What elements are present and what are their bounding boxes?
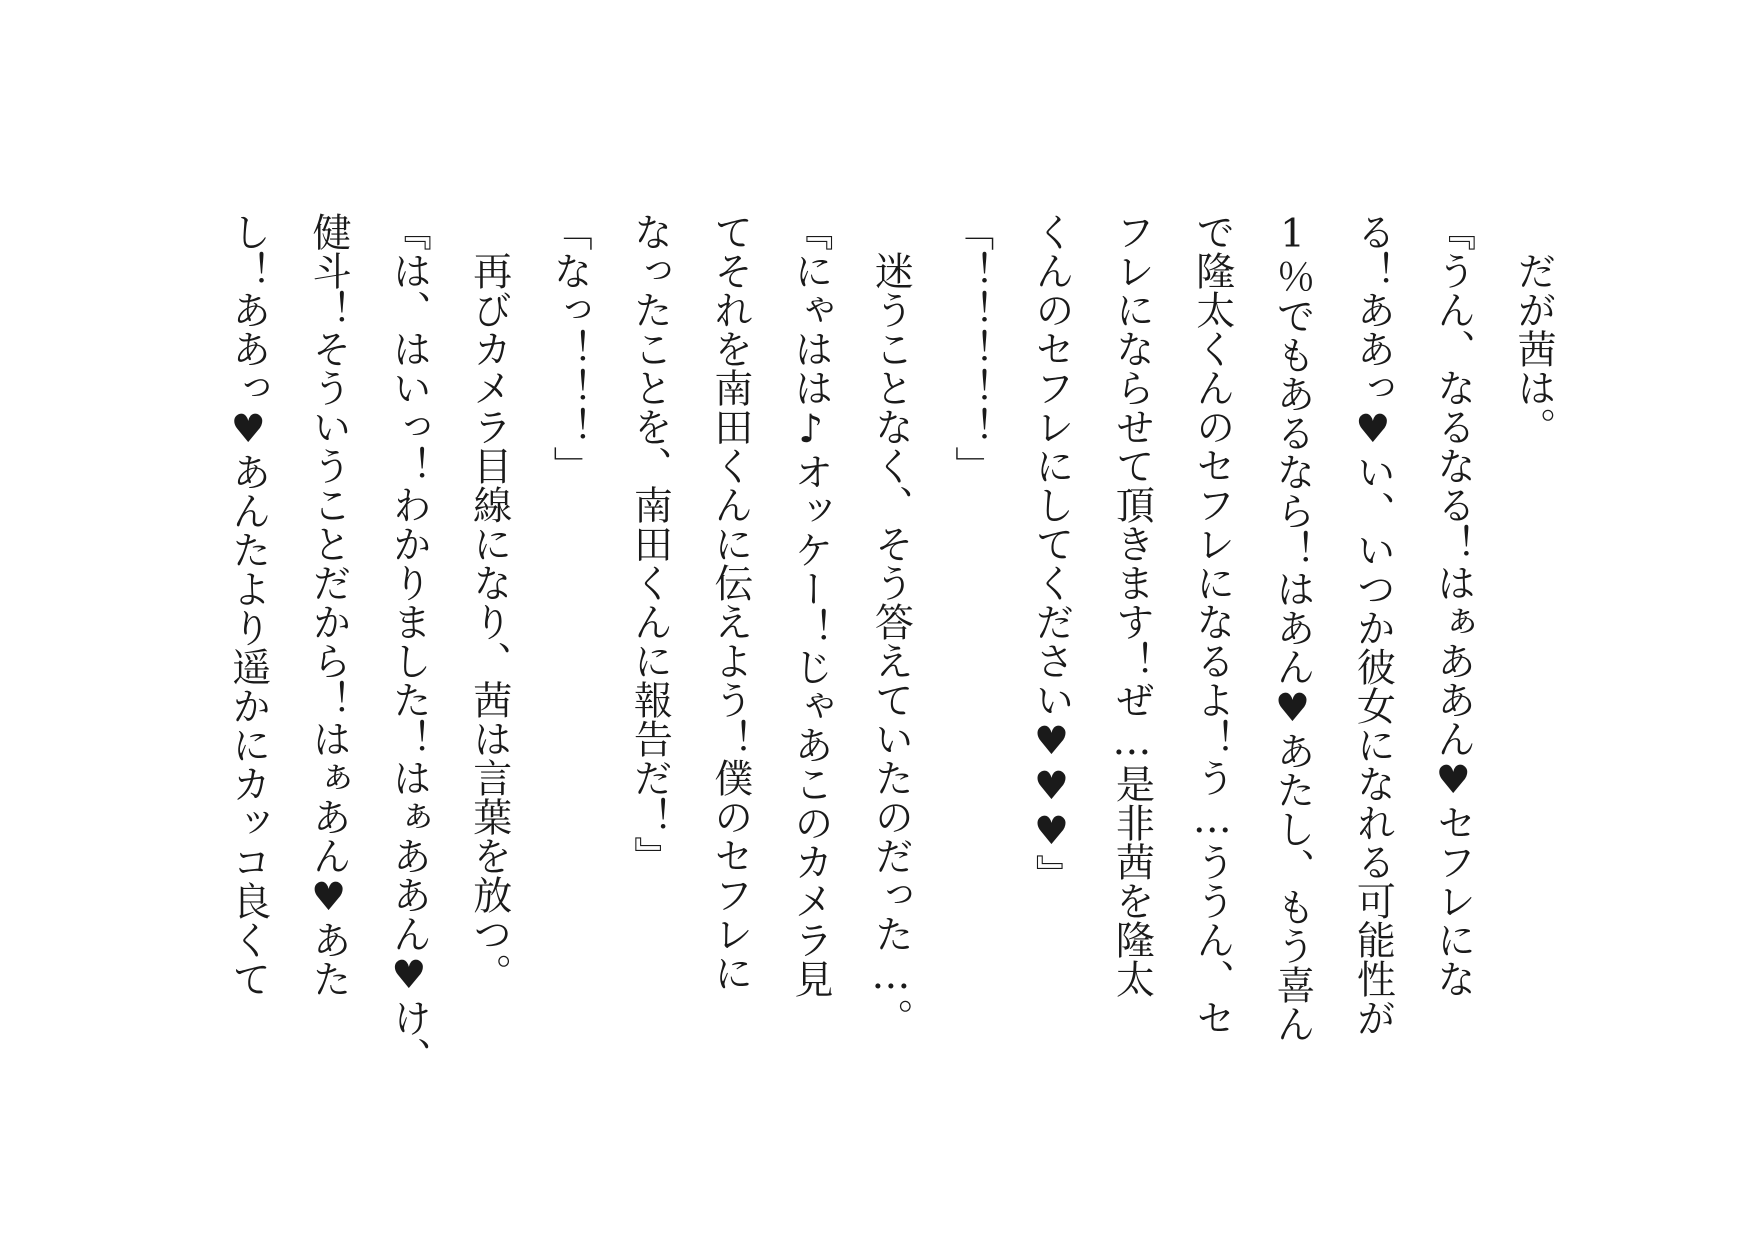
text-line: 迷うことなく、そう答えていたのだった…。 [868,251,914,1037]
text-line: 再びカメラ目線になり、茜は言葉を放つ。 [466,251,512,992]
text-line: し！ああっ♥あんたより遥かにカッコ良くて [225,212,271,998]
text-line: 『うん、なるなる！はぁああん♥セフレにな [1430,212,1476,998]
text-line: 『は、はいっ！わかりました！はぁああん♥け、 [386,212,432,1076]
text-line: る！ああっ♥い、いつか彼女になれる可能性が [1350,212,1396,1037]
text-line: 健斗！そういうことだから！はぁあん♥あた [306,212,352,998]
text-line: 1％でもあるなら！はあん♥あたし、もう喜ん [1270,212,1316,1043]
text-line: フレにならせて頂きます！ぜ…是非茜を隆太 [1109,212,1155,998]
text-line: 『にゃはは♪オッケー！じゃあこのカメラ見 [788,212,834,998]
text-line: 「！！！！！」 [948,212,994,485]
text-line: だが茜は。 [1511,251,1556,446]
text-line: で隆太くんのセフレになるよ！う…ううん、セ [1189,212,1235,1037]
text-line: 「なっ！！！」 [547,212,593,485]
text-line: てそれを南田くんに伝えよう！僕のセフレに [707,212,753,992]
text-line: なったことを、南田くんに報告だ！』 [627,212,673,875]
text-line: くんのセフレにしてください♥♥♥』 [1029,212,1075,893]
vertical-text-block [207,212,1573,1092]
